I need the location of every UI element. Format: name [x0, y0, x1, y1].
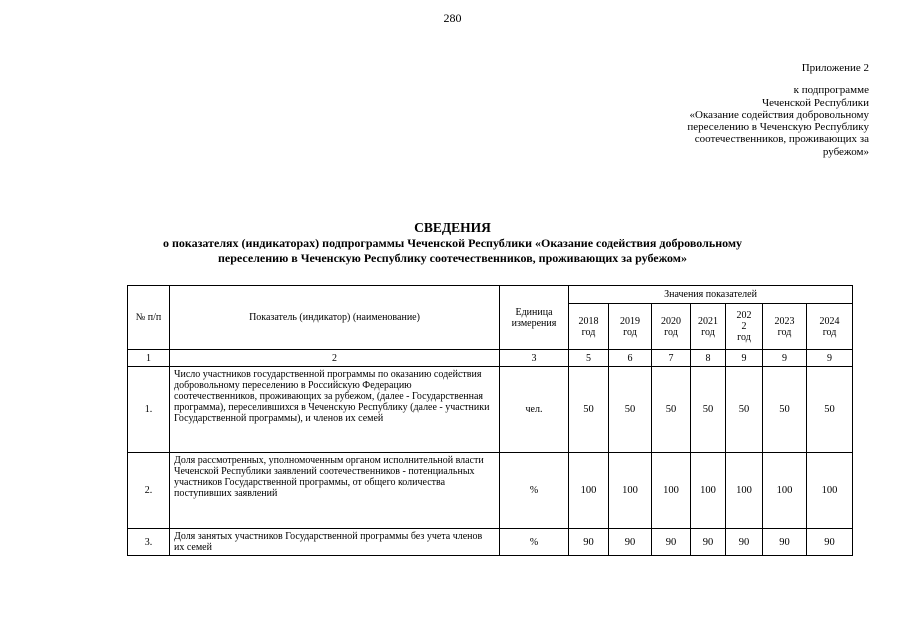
row-value: 90 — [609, 529, 652, 556]
row-indicator: Доля рассмотренных, уполномоченным органом исполнительной власти Чеченской Республики заявлений соотечественников - потенциальных участников Государственной программы, от общего количества поступивших заявлений — [170, 453, 500, 529]
appendix-line: рубежом» — [822, 145, 869, 158]
row-value: 100 — [726, 453, 763, 529]
header-num: № п/п — [128, 286, 170, 350]
header-year: 202 2 год — [726, 304, 763, 350]
header-year: 2021 год — [691, 304, 726, 350]
appendix-line: соотечественников, проживающих за — [694, 133, 869, 146]
row-value: 100 — [609, 453, 652, 529]
column-number: 3 — [500, 350, 569, 367]
table-row — [128, 367, 853, 453]
header-year: 2018 год — [569, 304, 609, 350]
appendix-line: к подпрограмме — [793, 84, 869, 97]
indicators-table — [127, 285, 853, 556]
document-title: СВЕДЕНИЯ — [414, 220, 491, 235]
row-indicator: Доля занятых участников Государственной программы без учета членов их семей — [170, 529, 500, 556]
column-number: 9 — [726, 350, 763, 367]
row-value: 90 — [726, 529, 763, 556]
column-number: 8 — [691, 350, 726, 367]
appendix-line: переселению в Чеченскую Республику — [687, 121, 869, 134]
row-value: 90 — [652, 529, 691, 556]
appendix-line: Чеченской Республики — [761, 96, 869, 109]
column-number: 9 — [763, 350, 807, 367]
document-heading — [0, 220, 905, 264]
row-value: 50 — [726, 367, 763, 453]
row-value: 100 — [807, 453, 853, 529]
row-value: 50 — [652, 367, 691, 453]
column-number: 2 — [170, 350, 500, 367]
row-value: 90 — [807, 529, 853, 556]
column-number: 6 — [609, 350, 652, 367]
header-year: 2024 год — [807, 304, 853, 350]
row-indicator: Число участников государственной программы по оказанию содействия добровольному переселению в Российскую Федерацию соотечественников, проживающих за рубежом, (далее - Государственная программа), переселившихся в Чеченскую Республику (далее - участники Государственной программы), и членов их семей — [170, 367, 500, 453]
row-unit: % — [500, 529, 569, 556]
row-value: 50 — [691, 367, 726, 453]
document-subtitle-line-1: о показателях (индикаторах) подпрограммы Чеченской Республики «Оказание содействия добровольному — [162, 236, 743, 250]
row-unit: % — [500, 453, 569, 529]
row-value: 100 — [652, 453, 691, 529]
appendix-block — [609, 62, 869, 158]
page-number: 280 — [443, 11, 462, 25]
column-numbers-row — [128, 350, 853, 367]
row-value: 100 — [569, 453, 609, 529]
document-subtitle-line-2: переселению в Чеченскую Республику соотечественников, проживающих за рубежом» — [218, 250, 687, 265]
row-unit: чел. — [500, 367, 569, 453]
table-row — [128, 453, 853, 529]
row-value: 50 — [569, 367, 609, 453]
row-value: 100 — [691, 453, 726, 529]
header-year: 2019 год — [609, 304, 652, 350]
row-value: 100 — [763, 453, 807, 529]
header-year: 2023 год — [763, 304, 807, 350]
column-number: 7 — [652, 350, 691, 367]
row-num: 2. — [128, 453, 170, 529]
column-number: 9 — [807, 350, 853, 367]
column-number: 1 — [128, 350, 170, 367]
table-row — [128, 529, 853, 556]
row-value: 90 — [691, 529, 726, 556]
row-value: 50 — [609, 367, 652, 453]
row-value: 50 — [807, 367, 853, 453]
row-num: 1. — [128, 367, 170, 453]
row-value: 50 — [763, 367, 807, 453]
appendix-line: «Оказание содействия добровольному — [689, 108, 869, 121]
row-value: 90 — [763, 529, 807, 556]
row-num: 3. — [128, 529, 170, 556]
appendix-title: Приложение 2 — [801, 62, 869, 74]
column-number: 5 — [569, 350, 609, 367]
header-values-group: Значения показателей — [569, 286, 853, 304]
header-indicator: Показатель (индикатор) (наименование) — [170, 286, 500, 350]
row-value: 90 — [569, 529, 609, 556]
header-year: 2020 год — [652, 304, 691, 350]
header-unit: Единица измерения — [500, 286, 569, 350]
